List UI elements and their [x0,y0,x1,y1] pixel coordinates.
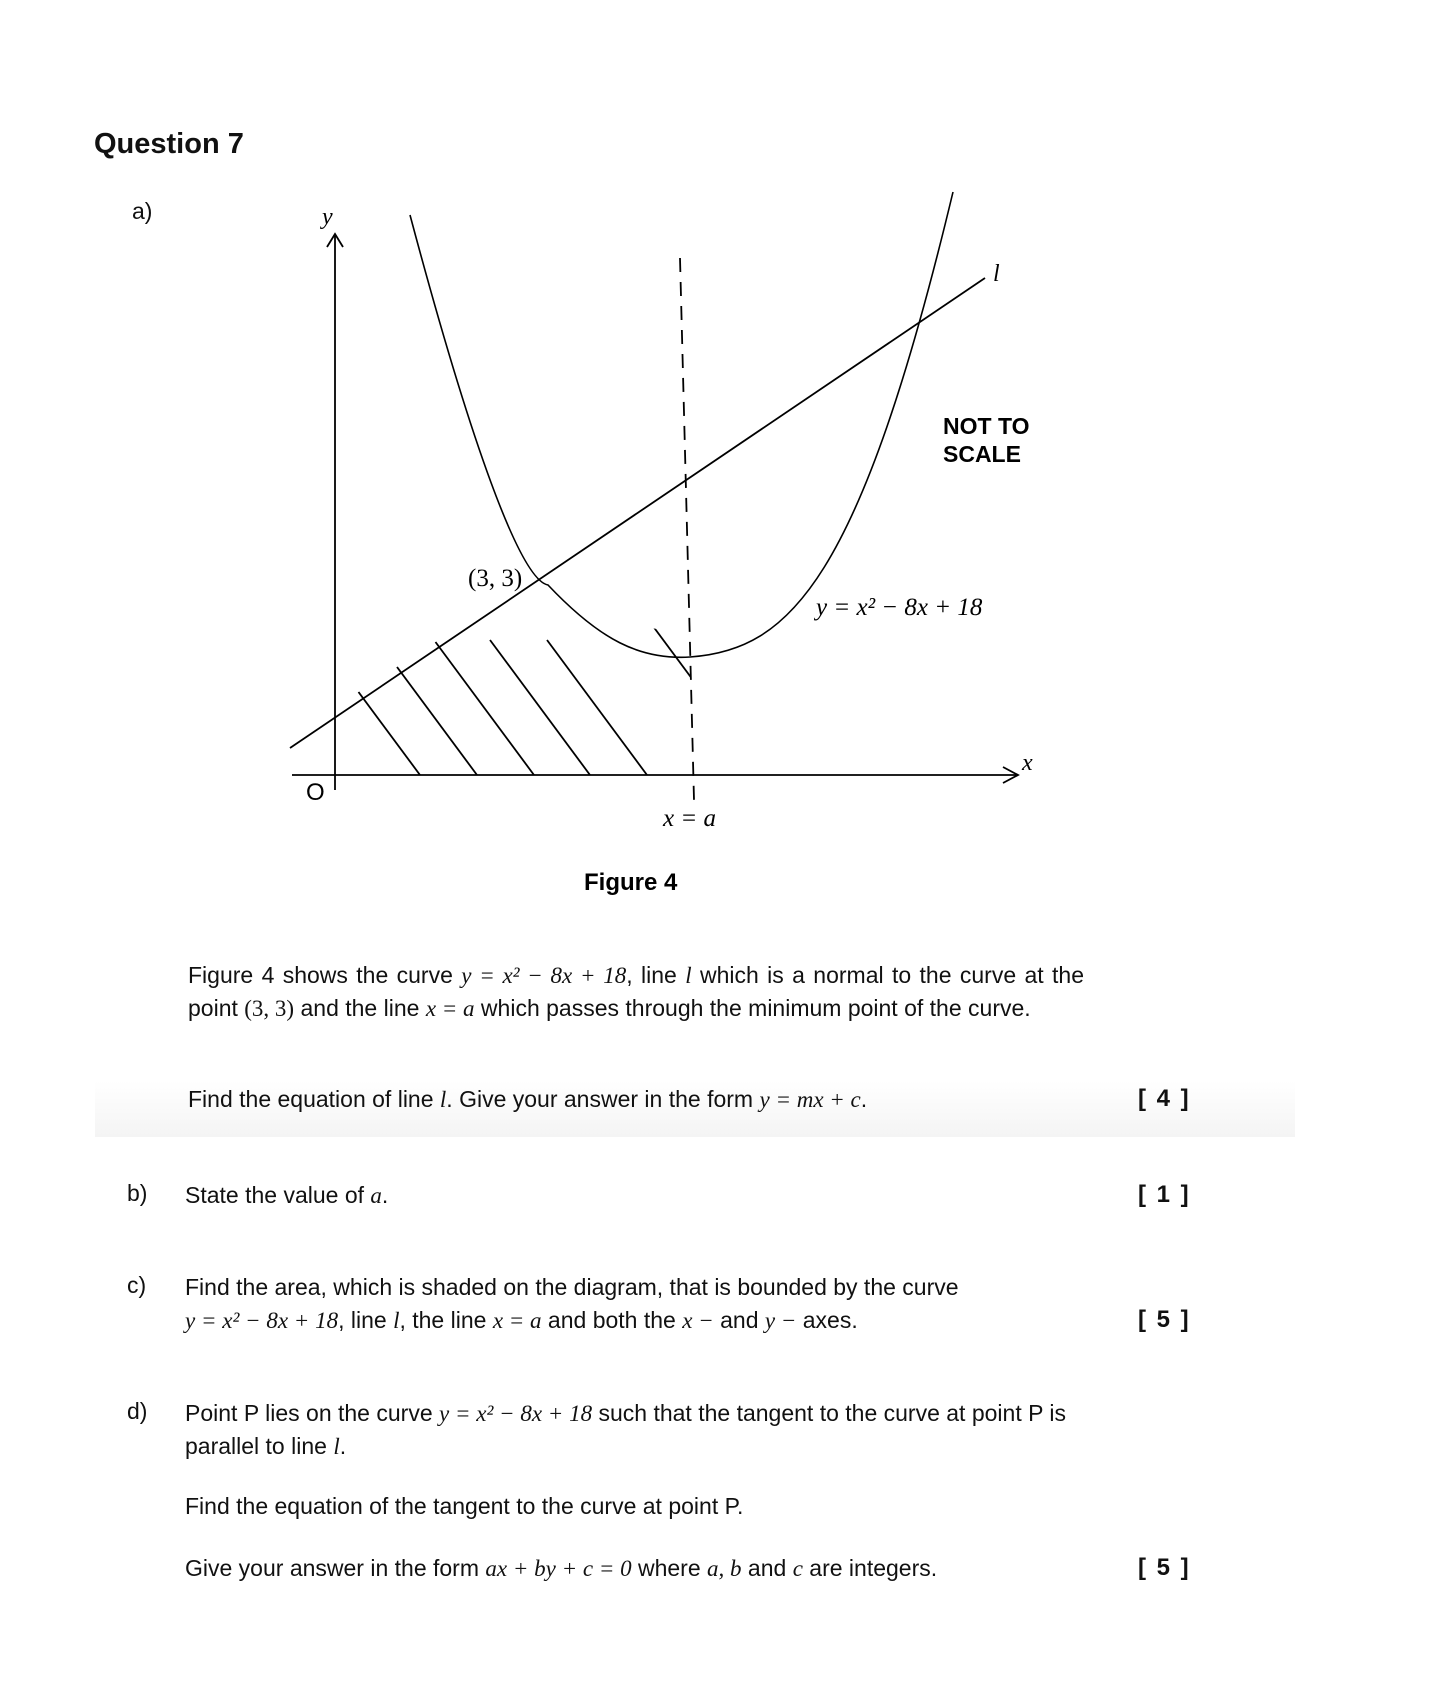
x-axis [292,767,1018,783]
part-a-marks: [ 4 ] [1138,1085,1191,1112]
part-a-paragraph-1: Figure 4 shows the curve y = x² − 8x + 18, line l which is a normal to the curve at the point (3, 3) and the line x = a which passes through the minimum point of the curve. [188,962,1085,1021]
vertical-dashed-line [680,258,694,800]
question-title: Question 7 [94,128,244,160]
y-axis [327,234,343,790]
line-l-label: l [993,261,1000,287]
not-to-scale-line2: SCALE [943,441,1021,467]
not-to-scale-line1: NOT TO [943,413,1030,439]
part-d-paragraph-2: Find the equation of the tangent to the curve at point P. [185,1493,744,1519]
part-a-letter: a) [132,198,153,224]
y-axis-label: y [322,204,333,230]
part-d-paragraph-3: Give your answer in the form ax + by + c = 0 where a, b and c are integers. [185,1555,938,1581]
part-c-letter: c) [127,1272,147,1298]
point-label: (3, 3) [468,565,523,592]
part-a-paragraph-2: Find the equation of line l. Give your answer in the form y = mx + c. [188,1086,868,1112]
part-d-letter: d) [127,1398,148,1424]
part-c-marks: [ 5 ] [1138,1306,1191,1333]
part-b-letter: b) [127,1180,148,1206]
part-b-marks: [ 1 ] [1138,1181,1191,1208]
part-c-line-1: Find the area, which is shaded on the diagram, that is bounded by the curve [185,1274,959,1300]
part-b-text: State the value of a. [185,1182,389,1208]
origin-label: O [306,779,325,806]
normal-line-l [290,278,985,748]
vertical-line-label: x = a [663,805,716,832]
part-c-line-2: y = x² − 8x + 18, line l, the line x = a and both the x − and y − axes. [185,1307,858,1333]
shaded-region-hatching [320,560,704,775]
part-d-marks: [ 5 ] [1138,1554,1191,1581]
figure-caption: Figure 4 [584,869,678,896]
curve-label: y = x² − 8x + 18 [816,594,983,621]
part-d-paragraph-1: Point P lies on the curve y = x² − 8x + 18 such that the tangent to the curve at point P is parallel to line l. [185,1400,1067,1459]
x-axis-label: x [1022,750,1033,776]
